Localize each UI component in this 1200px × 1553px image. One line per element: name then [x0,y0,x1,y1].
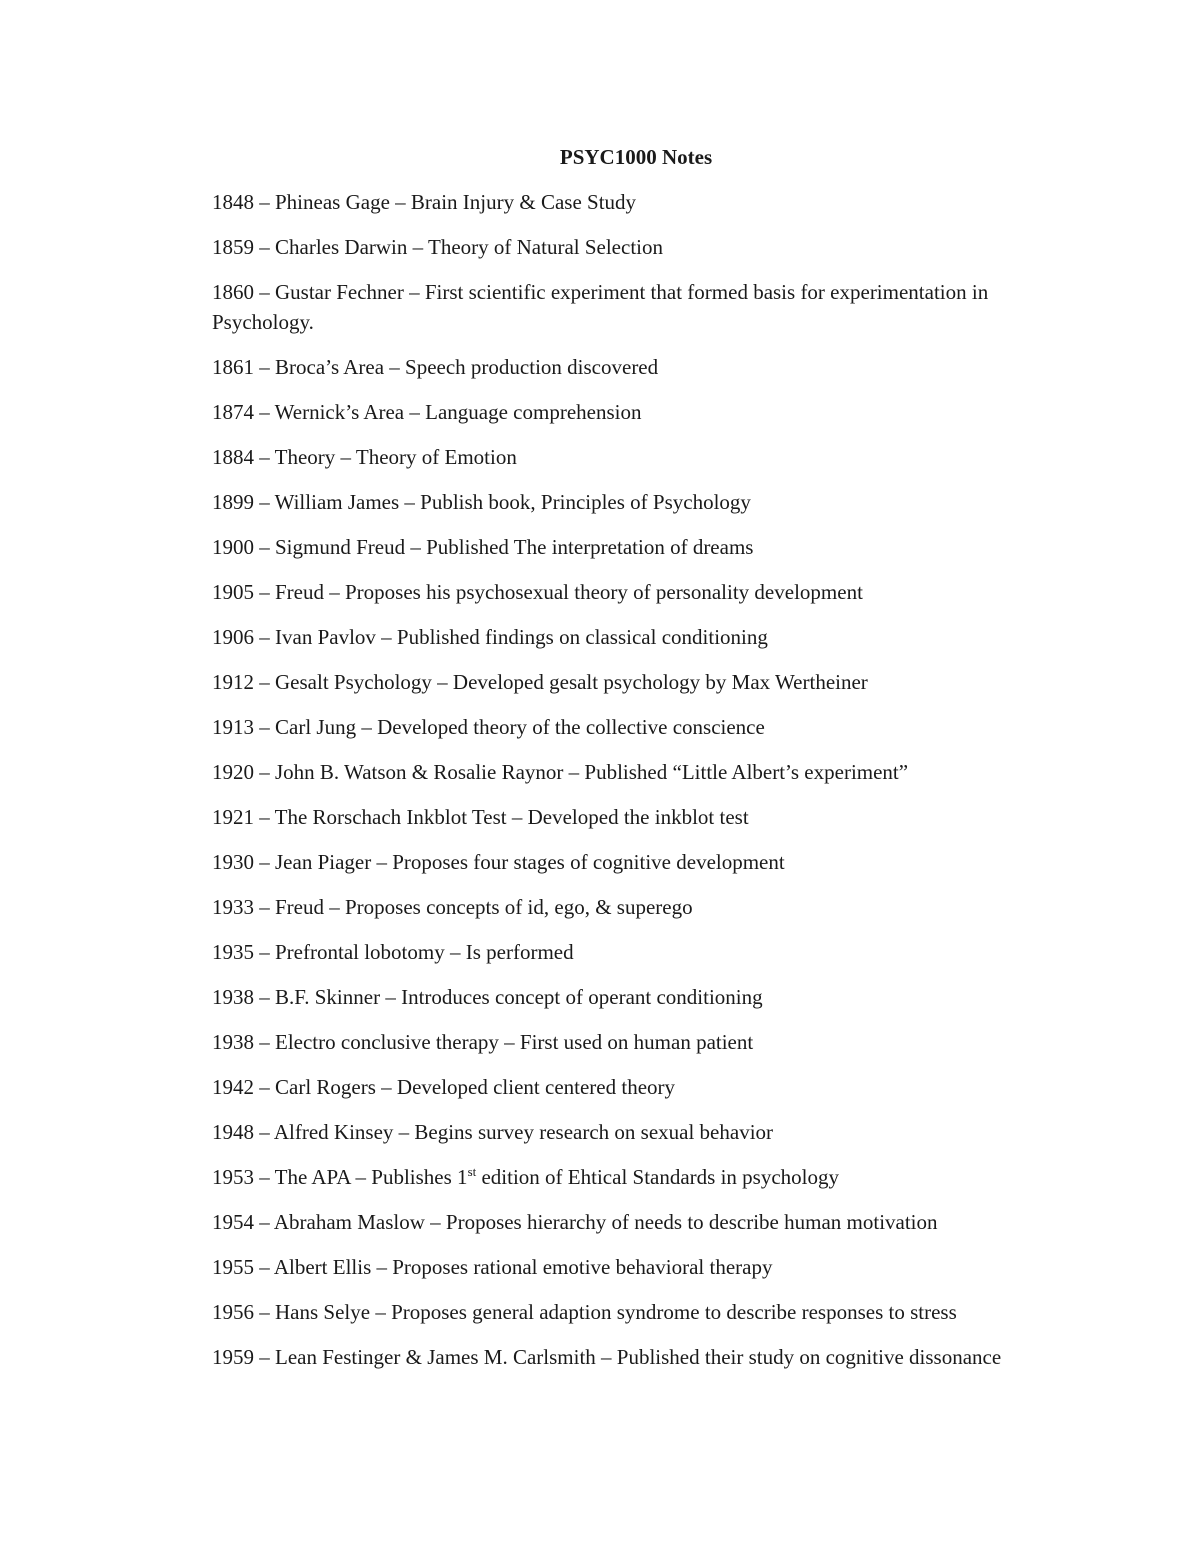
timeline-entry: 1860 – Gustar Fechner – First scientific experiment that formed basis for experimentation in Psychology. [212,280,989,334]
timeline-entry: 1861 – Broca’s Area – Speech production discovered [212,355,659,379]
timeline-entry: 1954 – Abraham Maslow – Proposes hierarchy of needs to describe human motivation [212,1210,938,1234]
entry-text-after: edition of Ehtical Standards in psychology [476,1165,840,1189]
timeline-entry: 1935 – Prefrontal lobotomy – Is performed [212,940,574,964]
timeline-entry: 1955 – Albert Ellis – Proposes rational emotive behavioral therapy [212,1255,773,1279]
timeline-entry: 1930 – Jean Piager – Proposes four stages of cognitive development [212,850,785,874]
timeline-entry: 1906 – Ivan Pavlov – Published findings on classical conditioning [212,625,768,649]
entry-superscript: st [467,1164,477,1179]
entry-text-before: 1953 – The APA – Publishes 1 [212,1165,468,1189]
timeline-entry: 1859 – Charles Darwin – Theory of Natural Selection [212,235,663,259]
timeline-entry [212,1162,1072,1192]
timeline-entry: 1956 – Hans Selye – Proposes general adaption syndrome to describe responses to stress [212,1300,957,1324]
timeline-entry: 1874 – Wernick’s Area – Language comprehension [212,400,642,424]
timeline-entry: 1921 – The Rorschach Inkblot Test – Developed the inkblot test [212,805,749,829]
timeline-entry: 1905 – Freud – Proposes his psychosexual theory of personality development [212,580,863,604]
document-body [212,142,1072,1387]
timeline-entry: 1938 – B.F. Skinner – Introduces concept of operant conditioning [212,985,763,1009]
timeline-entry: 1899 – William James – Publish book, Principles of Psychology [212,490,751,514]
timeline-entry: 1884 – Theory – Theory of Emotion [212,445,517,469]
timeline-entry: 1848 – Phineas Gage – Brain Injury & Case Study [212,190,637,214]
timeline-entry: 1938 – Electro conclusive therapy – First used on human patient [212,1030,754,1054]
timeline-entry: 1933 – Freud – Proposes concepts of id, ego, & superego [212,895,693,919]
timeline-entry: 1942 – Carl Rogers – Developed client centered theory [212,1075,676,1099]
timeline-entry: 1959 – Lean Festinger & James M. Carlsmith – Published their study on cognitive dissonance [212,1345,1002,1369]
timeline-entry: 1900 – Sigmund Freud – Published The interpretation of dreams [212,535,754,559]
timeline-entry: 1912 – Gesalt Psychology – Developed gesalt psychology by Max Wertheiner [212,670,868,694]
timeline-list [212,187,1072,1372]
timeline-entry: 1913 – Carl Jung – Developed theory of the collective conscience [212,715,765,739]
timeline-entry: 1920 – John B. Watson & Rosalie Raynor – Published “Little Albert’s experiment” [212,760,909,784]
document-title: PSYC1000 Notes [559,145,713,169]
timeline-entry: 1948 – Alfred Kinsey – Begins survey research on sexual behavior [212,1120,774,1144]
